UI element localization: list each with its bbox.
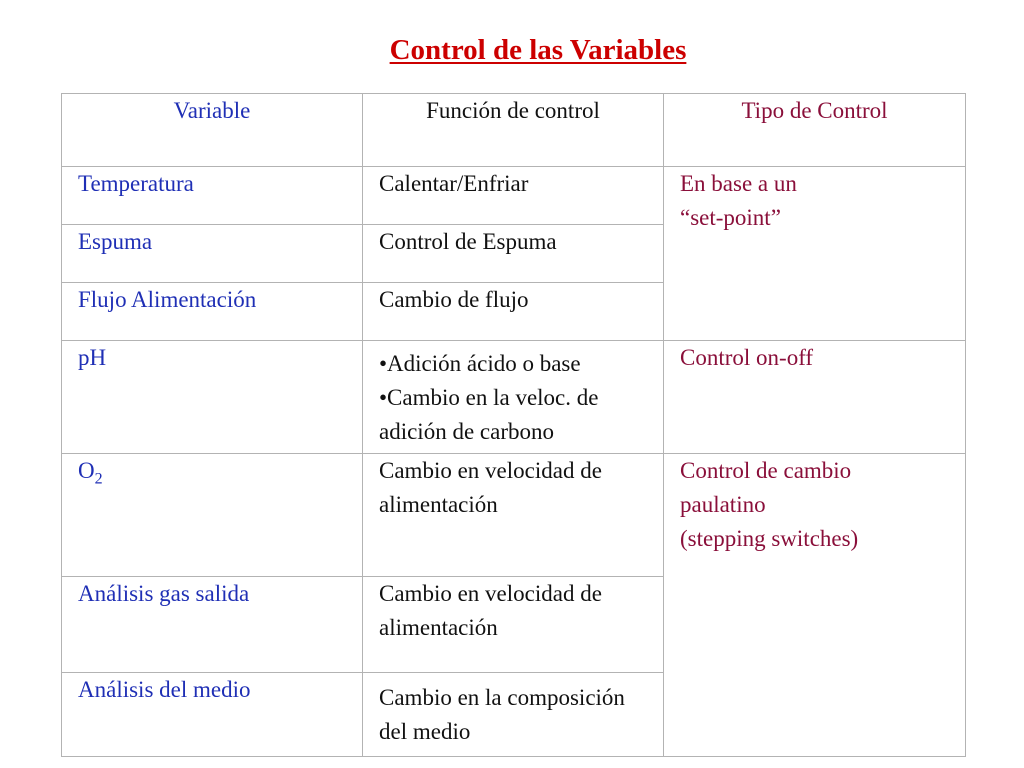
variable-cell: Flujo Alimentación	[62, 283, 363, 341]
tipo-cell-onoff: Control on-off	[664, 341, 966, 454]
tipo-cell-setpoint	[664, 167, 966, 341]
funcion-cell: Control de Espuma	[363, 225, 664, 283]
variable-o2-base: O	[78, 458, 95, 483]
tipo-paulatino-line1: Control de cambio	[680, 458, 852, 483]
funcion-cell: Calentar/Enfriar	[363, 167, 664, 225]
variable-cell: Análisis del medio	[62, 673, 363, 757]
variable-cell: Espuma	[62, 225, 363, 283]
funcion-bullet: •Adición ácido o base	[379, 351, 581, 376]
slide-title: Control de las Variables	[389, 34, 687, 66]
variable-cell: Temperatura	[62, 167, 363, 225]
variable-cell: pH	[62, 341, 363, 454]
header-tipo: Tipo de Control	[664, 94, 966, 167]
table-row	[62, 341, 966, 454]
tipo-paulatino-line2: paulatino	[680, 492, 766, 517]
variable-o2-subscript: 2	[94, 470, 103, 488]
funcion-cell: Cambio en la composición del medio	[363, 673, 664, 757]
variable-cell: Análisis gas salida	[62, 577, 363, 673]
funcion-bullet: •Cambio en la veloc. de adición de carbono	[379, 385, 599, 444]
funcion-cell: Cambio en velocidad de alimentación	[363, 454, 664, 577]
table-header-row	[62, 94, 966, 167]
tipo-setpoint-line2: “set-point”	[680, 205, 781, 230]
table-row	[62, 167, 966, 225]
funcion-cell: Cambio en velocidad de alimentación	[363, 577, 664, 673]
header-variable: Variable	[62, 94, 363, 167]
control-variables-table	[61, 93, 966, 757]
tipo-setpoint-line1: En base a un	[680, 171, 797, 196]
funcion-cell: Cambio de flujo	[363, 283, 664, 341]
funcion-cell	[363, 341, 664, 454]
header-funcion: Función de control	[363, 94, 664, 167]
tipo-paulatino-line3: (stepping switches)	[680, 526, 859, 551]
variable-cell	[62, 454, 363, 577]
tipo-cell-paulatino	[664, 454, 966, 757]
table-row	[62, 454, 966, 577]
